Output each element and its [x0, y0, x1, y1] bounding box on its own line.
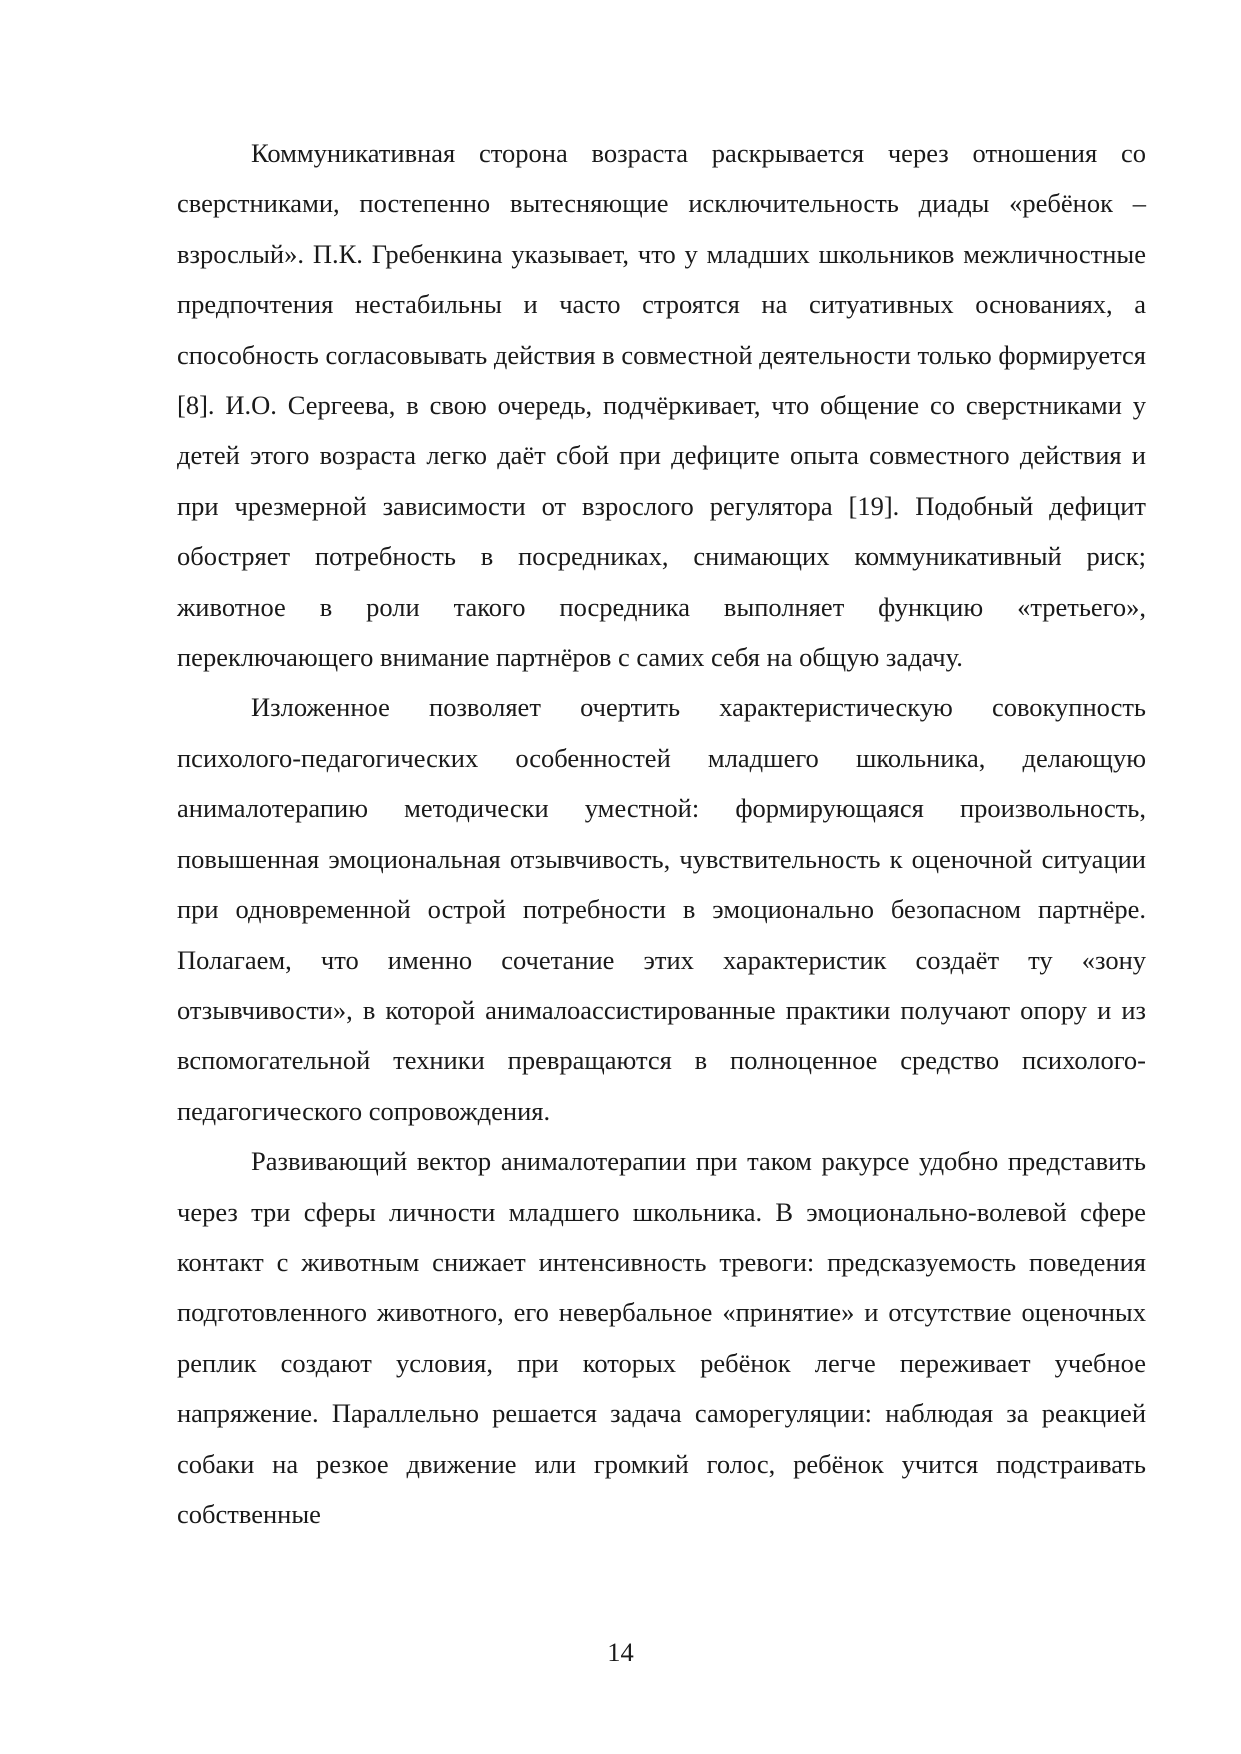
page-number: 14: [607, 1637, 634, 1667]
paragraph-1: Коммуникативная сторона возраста раскрывается через отношения со сверстниками, постепенно вытесняющие исключительность диады «ребёнок – взрослый». П.К. Гребенкина указывает, что у младших школьников межличностные предпочтения нестабильны и часто строятся на ситуативных основаниях, а способность согласовывать действия в совместной деятельности только формируется [8]. И.О. Сергеева, в свою очередь, подчёркивает, что общение со сверстниками у детей этого возраста легко даёт сбой при дефиците опыта совместного действия и при чрезмерной зависимости от взрослого регулятора [19]. Подобный дефицит обостряет потребность в посредниках, снимающих коммуникативный риск; животное в роли такого посредника выполняет функцию «третьего», переключающего внимание партнёров с самих себя на общую задачу.: [177, 138, 1146, 673]
body-text: [177, 128, 1146, 1539]
paragraph-3: Развивающий вектор анималотерапии при таком ракурсе удобно представить через три сферы личности младшего школьника. В эмоционально-волевой сфере контакт с животным снижает интенсивность тревоги: предсказуемость поведения подготовленного животного, его невербальное «принятие» и отсутствие оценочных реплик создают условия, при которых ребёнок легче переживает учебное напряжение. Параллельно решается задача саморегуляции: наблюдая за реакцией собаки на резкое движение или громкий голос, ребёнок учится подстраивать собственные: [177, 1146, 1146, 1529]
paragraph-2: Изложенное позволяет очертить характеристическую совокупность психолого-педагогических особенностей младшего школьника, делающую анималотерапию методически уместной: формирующаяся произвольность, повышенная эмоциональная отзывчивость, чувствительность к оценочной ситуации при одновременной острой потребности в эмоционально безопасном партнёре. Полагаем, что именно сочетание этих характеристик создаёт ту «зону отзывчивости», в которой анималоассистированные практики получают опору и из вспомогательной техники превращаются в полноценное средство психолого-педагогического сопровождения.: [177, 692, 1146, 1126]
